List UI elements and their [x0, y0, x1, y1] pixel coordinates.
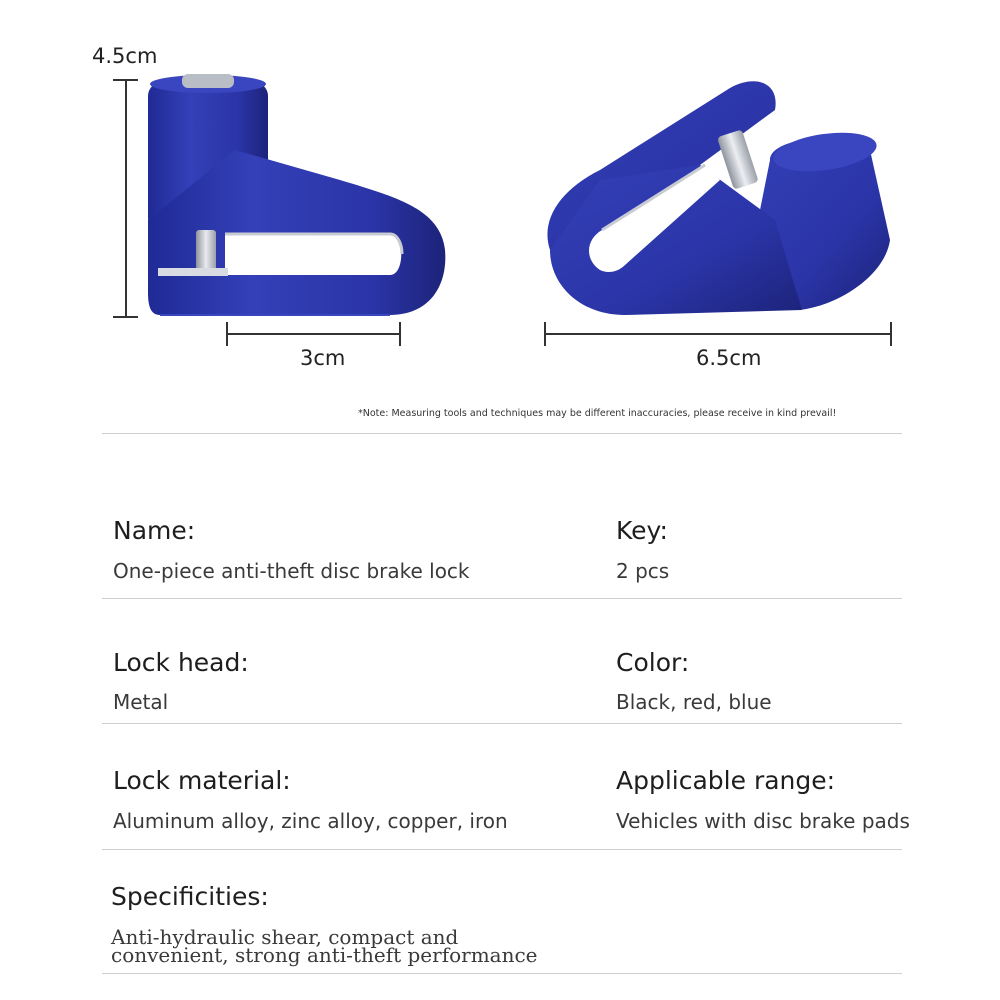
- height-dimension-label: 4.5cm: [92, 44, 158, 68]
- slot-dimension-label: 3cm: [300, 346, 346, 370]
- spec-key-value: 2 pcs: [616, 559, 670, 583]
- divider-top: [102, 433, 902, 434]
- length-dimension-label: 6.5cm: [696, 346, 762, 370]
- slot-dimension-cap-right: [399, 322, 401, 346]
- disc-lock-side-view-image: [140, 70, 460, 340]
- spec-specificities-title: Specificities:: [111, 882, 269, 911]
- spec-applicable-range-value: Vehicles with disc brake pads: [616, 809, 910, 833]
- disc-lock-angled-view-image: [540, 70, 900, 330]
- divider-row-3: [102, 849, 902, 850]
- divider-row-1: [102, 598, 902, 599]
- divider-row-4: [102, 973, 902, 974]
- height-dimension-cap-bottom: [113, 316, 138, 318]
- length-dimension-line: [545, 333, 891, 335]
- height-dimension-line: [125, 80, 127, 318]
- spec-name-title: Name:: [113, 516, 196, 545]
- spec-specificities-line-1: Anti-hydraulic shear, compact and: [111, 925, 459, 949]
- spec-lock-head-title: Lock head:: [113, 648, 249, 677]
- spec-lock-material-value: Aluminum alloy, zinc alloy, copper, iron: [113, 809, 508, 833]
- spec-key-title: Key:: [616, 516, 668, 545]
- measurement-note: *Note: Measuring tools and techniques may be different inaccuracies, please receive in kind prevail!: [358, 408, 837, 419]
- spec-color-title: Color:: [616, 648, 690, 677]
- divider-row-2: [102, 723, 902, 724]
- spec-lock-material-title: Lock material:: [113, 766, 291, 795]
- spec-specificities-line-2: convenient, strong anti-theft performance: [111, 943, 538, 967]
- slot-dimension-line: [227, 333, 401, 335]
- spec-lock-head-value: Metal: [113, 690, 169, 714]
- spec-applicable-range-title: Applicable range:: [616, 766, 836, 795]
- spec-name-value: One-piece anti-theft disc brake lock: [113, 559, 470, 583]
- length-dimension-cap-right: [890, 322, 892, 346]
- spec-specificities-value: [111, 925, 571, 967]
- spec-color-value: Black, red, blue: [616, 690, 772, 714]
